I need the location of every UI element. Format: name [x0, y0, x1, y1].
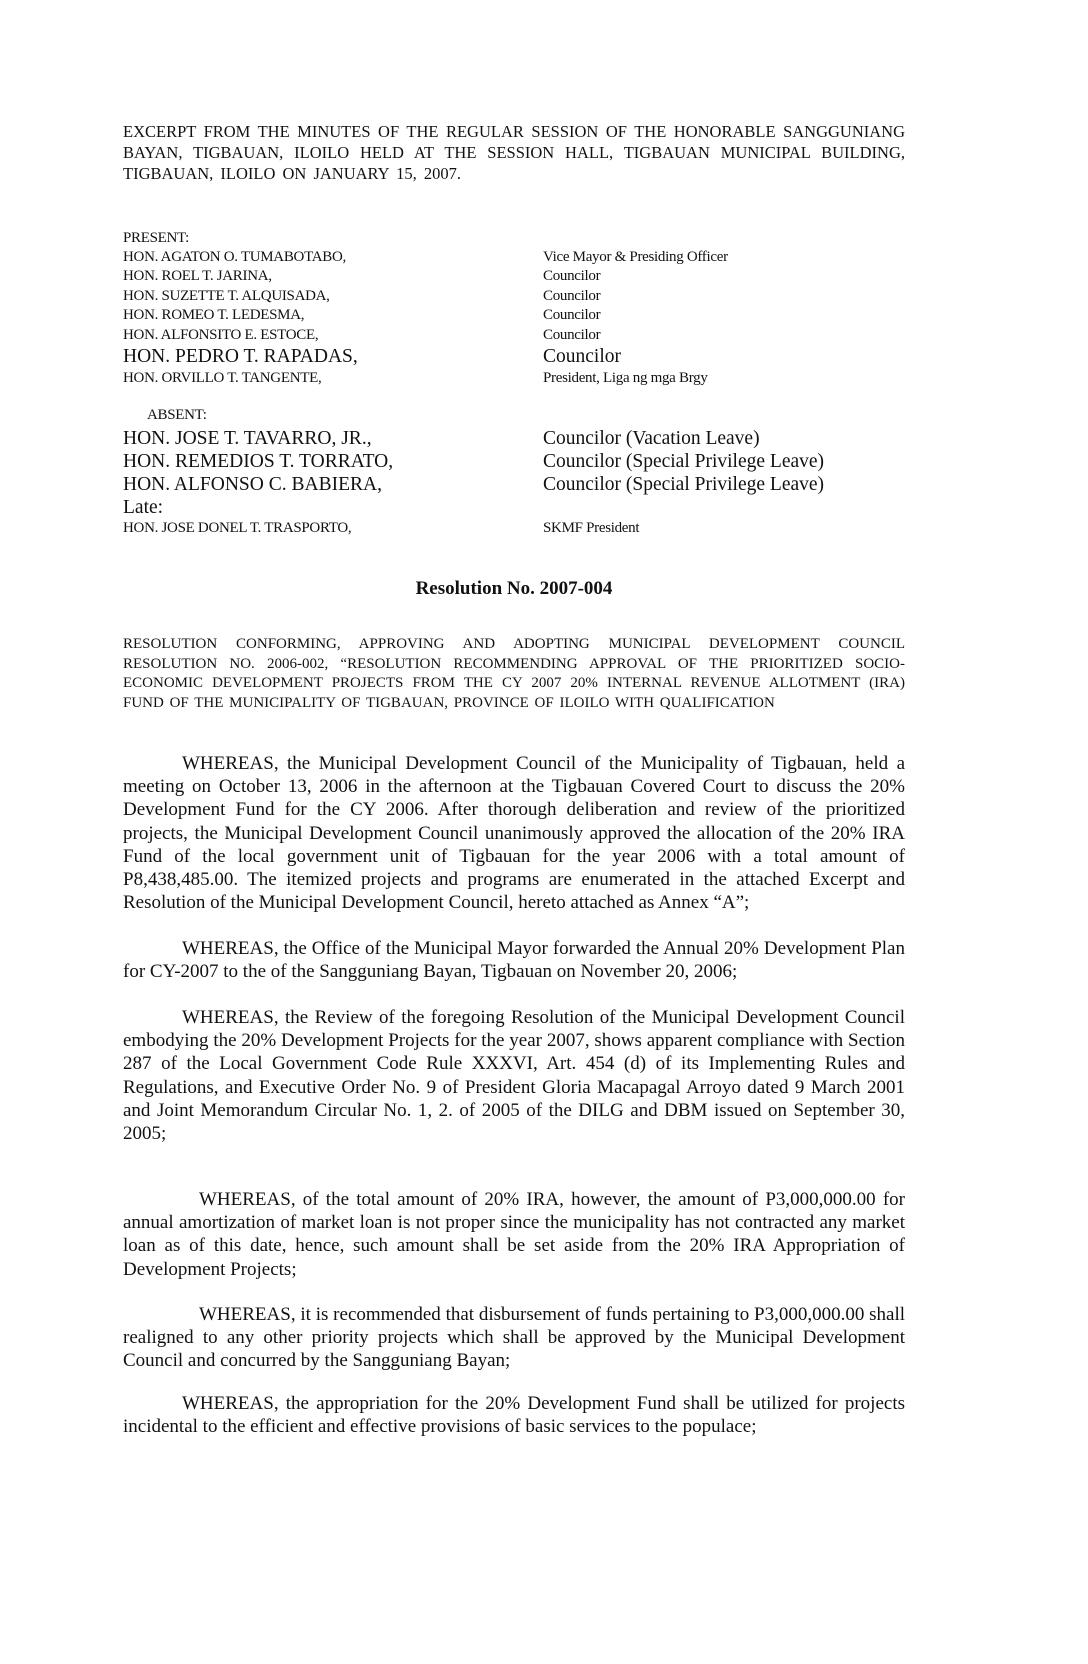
attendee-name: HON. ROMEO T. LEDESMA,	[123, 307, 305, 323]
absentee-name: HON. JOSE T. TAVARRO, JR.,	[123, 428, 372, 449]
minutes-header: EXCERPT FROM THE MINUTES OF THE REGULAR SESSION OF THE HONORABLE SANGGUNIANG BAYAN, TIGBAUAN, ILOILO HELD AT THE SESSION HALL, TIGBAUAN MUNICIPAL BUILDING, TIGBAUAN, ILOILO ON JANUARY 15, 2007.	[123, 122, 905, 183]
absentee-role: Councilor (Special Privilege Leave)	[543, 474, 825, 495]
attendee-role: Councilor	[543, 346, 621, 367]
absent-label: ABSENT:	[147, 407, 207, 423]
whereas-paragraph: WHEREAS, it is recommended that disbursement of funds pertaining to P3,000,000.00 shall realigned to any other priority projects which shall be approved by the Municipal Development Council and concurred by the Sangguniang Bayan;	[123, 1304, 905, 1372]
late-attendee-role: SKMF President	[543, 520, 640, 536]
whereas-paragraph: WHEREAS, the Office of the Municipal Mayor forwarded the Annual 20% Development Plan for CY-2007 to the of the Sangguniang Bayan, Tigbauan on November 20, 2006;	[123, 938, 905, 983]
whereas-paragraph: WHEREAS, the Municipal Development Council of the Municipality of Tigbauan, held a meeting on October 13, 2006 in the afternoon at the Tigbauan Covered Court to discuss the 20% Development Fund for the CY 2006. After thorough deliberation and review of the prioritized projects, the Municipal Development Council unanimously approved the allocation of the 20% IRA Fund of the local government unit of Tigbauan for the year 2006 with a total amount of P8,438,485.00. The itemized projects and programs are enumerated in the attached Excerpt and Resolution of the Municipal Development Council, hereto attached as Annex “A”;	[123, 753, 905, 914]
attendee-role: Councilor	[543, 288, 601, 304]
absentee-name: HON. REMEDIOS T. TORRATO,	[123, 451, 394, 472]
attendee-name: HON. ROEL T. JARINA,	[123, 268, 272, 284]
attendee-role: Councilor	[543, 307, 601, 323]
attendee-name: HON. AGATON O. TUMABOTABO,	[123, 249, 346, 265]
attendee-role: Councilor	[543, 327, 601, 343]
attendee-name: HON. PEDRO T. RAPADAS,	[123, 346, 358, 367]
attendee-role: Councilor	[543, 268, 601, 284]
whereas-paragraph: WHEREAS, of the total amount of 20% IRA, however, the amount of P3,000,000.00 for annual amortization of market loan is not proper since the municipality has not contracted any market loan as of this date, hence, such amount shall be set aside from the 20% IRA Appropriation of Development Projects;	[123, 1189, 905, 1280]
late-attendee-name: HON. JOSE DONEL T. TRASPORTO,	[123, 520, 352, 536]
late-label: Late:	[123, 497, 164, 518]
absentee-role: Councilor (Special Privilege Leave)	[543, 451, 825, 472]
whereas-paragraph: WHEREAS, the Review of the foregoing Resolution of the Municipal Development Council embodying the 20% Development Projects for the year 2007, shows apparent compliance with Section 287 of the Local Government Code Rule XXXVI, Art. 454 (d) of its Implementing Rules and Regulations, and Executive Order No. 9 of President Gloria Macapagal Arroyo dated 9 March 2001 and Joint Memorandum Circular No. 1, 2. of 2005 of the DILG and DBM issued on September 30, 2005;	[123, 1007, 905, 1145]
absentee-role: Councilor (Vacation Leave)	[543, 428, 760, 449]
attendee-role: Vice Mayor & Presiding Officer	[543, 249, 728, 265]
attendee-name: HON. SUZETTE T. ALQUISADA,	[123, 288, 330, 304]
absentee-name: HON. ALFONSO C. BABIERA,	[123, 474, 382, 495]
attendee-name: HON. ORVILLO T. TANGENTE,	[123, 370, 322, 386]
whereas-paragraph: WHEREAS, the appropriation for the 20% Development Fund shall be utilized for projects incidental to the efficient and effective provisions of basic services to the populace;	[123, 1393, 905, 1438]
attendee-role: President, Liga ng mga Brgy	[543, 370, 708, 386]
present-label: PRESENT:	[123, 230, 190, 246]
resolution-description: RESOLUTION CONFORMING, APPROVING AND ADOPTING MUNICIPAL DEVELOPMENT COUNCIL RESOLUTION NO. 2006-002, “RESOLUTION RECOMMENDING APPROVAL OF THE PRIORITIZED SOCIO-ECONOMIC DEVELOPMENT PROJECTS FROM THE CY 2007 20% INTERNAL REVENUE ALLOTMENT (IRA) FUND OF THE MUNICIPALITY OF TIGBAUAN, PROVINCE OF ILOILO WITH QUALIFICATION	[123, 636, 905, 711]
resolution-title: Resolution No. 2007-004	[415, 578, 613, 599]
attendee-name: HON. ALFONSITO E. ESTOCE,	[123, 327, 319, 343]
